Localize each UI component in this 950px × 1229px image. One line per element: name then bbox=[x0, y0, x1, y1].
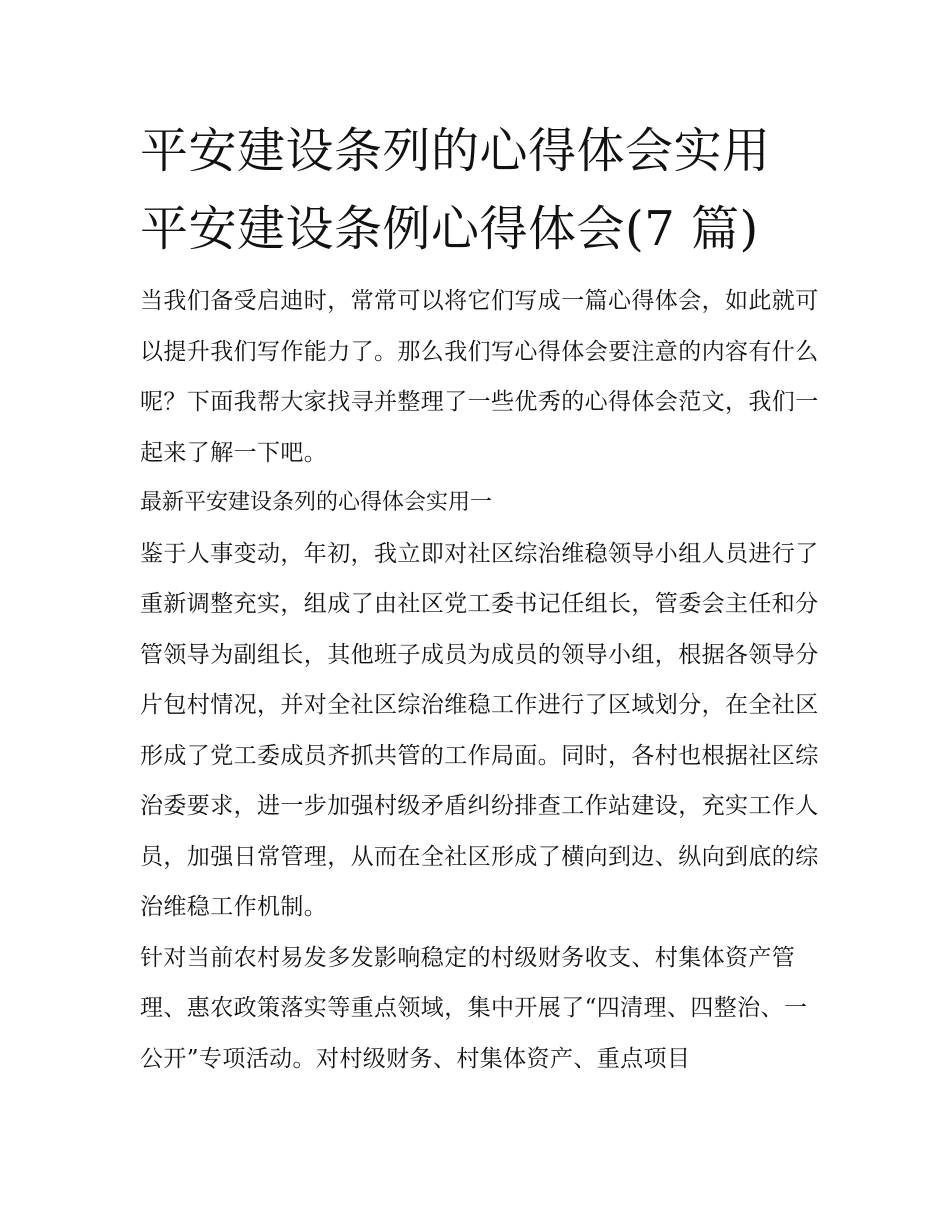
document-body bbox=[140, 276, 820, 1084]
document-title bbox=[140, 112, 820, 268]
intro-paragraph: 当我们备受启迪时，常常可以将它们写成一篇心得体会，如此就可以提升我们写作能力了。那么我们写心得体会要注意的内容有什么呢？下面我帮大家找寻并整理了一些优秀的心得体会范文，我们一起来了解一下吧。 bbox=[140, 288, 819, 466]
body-paragraph-2: 针对当前农村易发多发影响稳定的村级财务收支、村集体资产管理、惠农政策落实等重点领域，集中开展了“四清理、四整治、一公开”专项活动。对村级财务、村集体资产、重点项目 bbox=[140, 944, 808, 1072]
title-line-2: 平安建设条例心得体会(7 篇) bbox=[140, 201, 759, 257]
title-line-1: 平安建设条列的心得体会实用 bbox=[140, 123, 771, 179]
body-paragraph-1: 鉴于人事变动，年初，我立即对社区综治维稳领导小组人员进行了重新调整充实，组成了由社区党工委书记任组长，管委会主任和分管领导为副组长，其他班子成员为成员的领导小组，根据各领导分片包村情况，并对全社区综治维稳工作进行了区域划分，在全社区形成了党工委成员齐抓共管的工作局面。同时，各村也根据社区综治委要求，进一步加强村级矛盾纠纷排查工作站建设，充实工作人员，加强日常管理，从而在全社区形成了横向到边、纵向到底的综治维稳工作机制。 bbox=[140, 540, 819, 920]
document-content bbox=[140, 112, 820, 1084]
section-heading: 最新平安建设条列的心得体会实用一 bbox=[140, 490, 493, 515]
